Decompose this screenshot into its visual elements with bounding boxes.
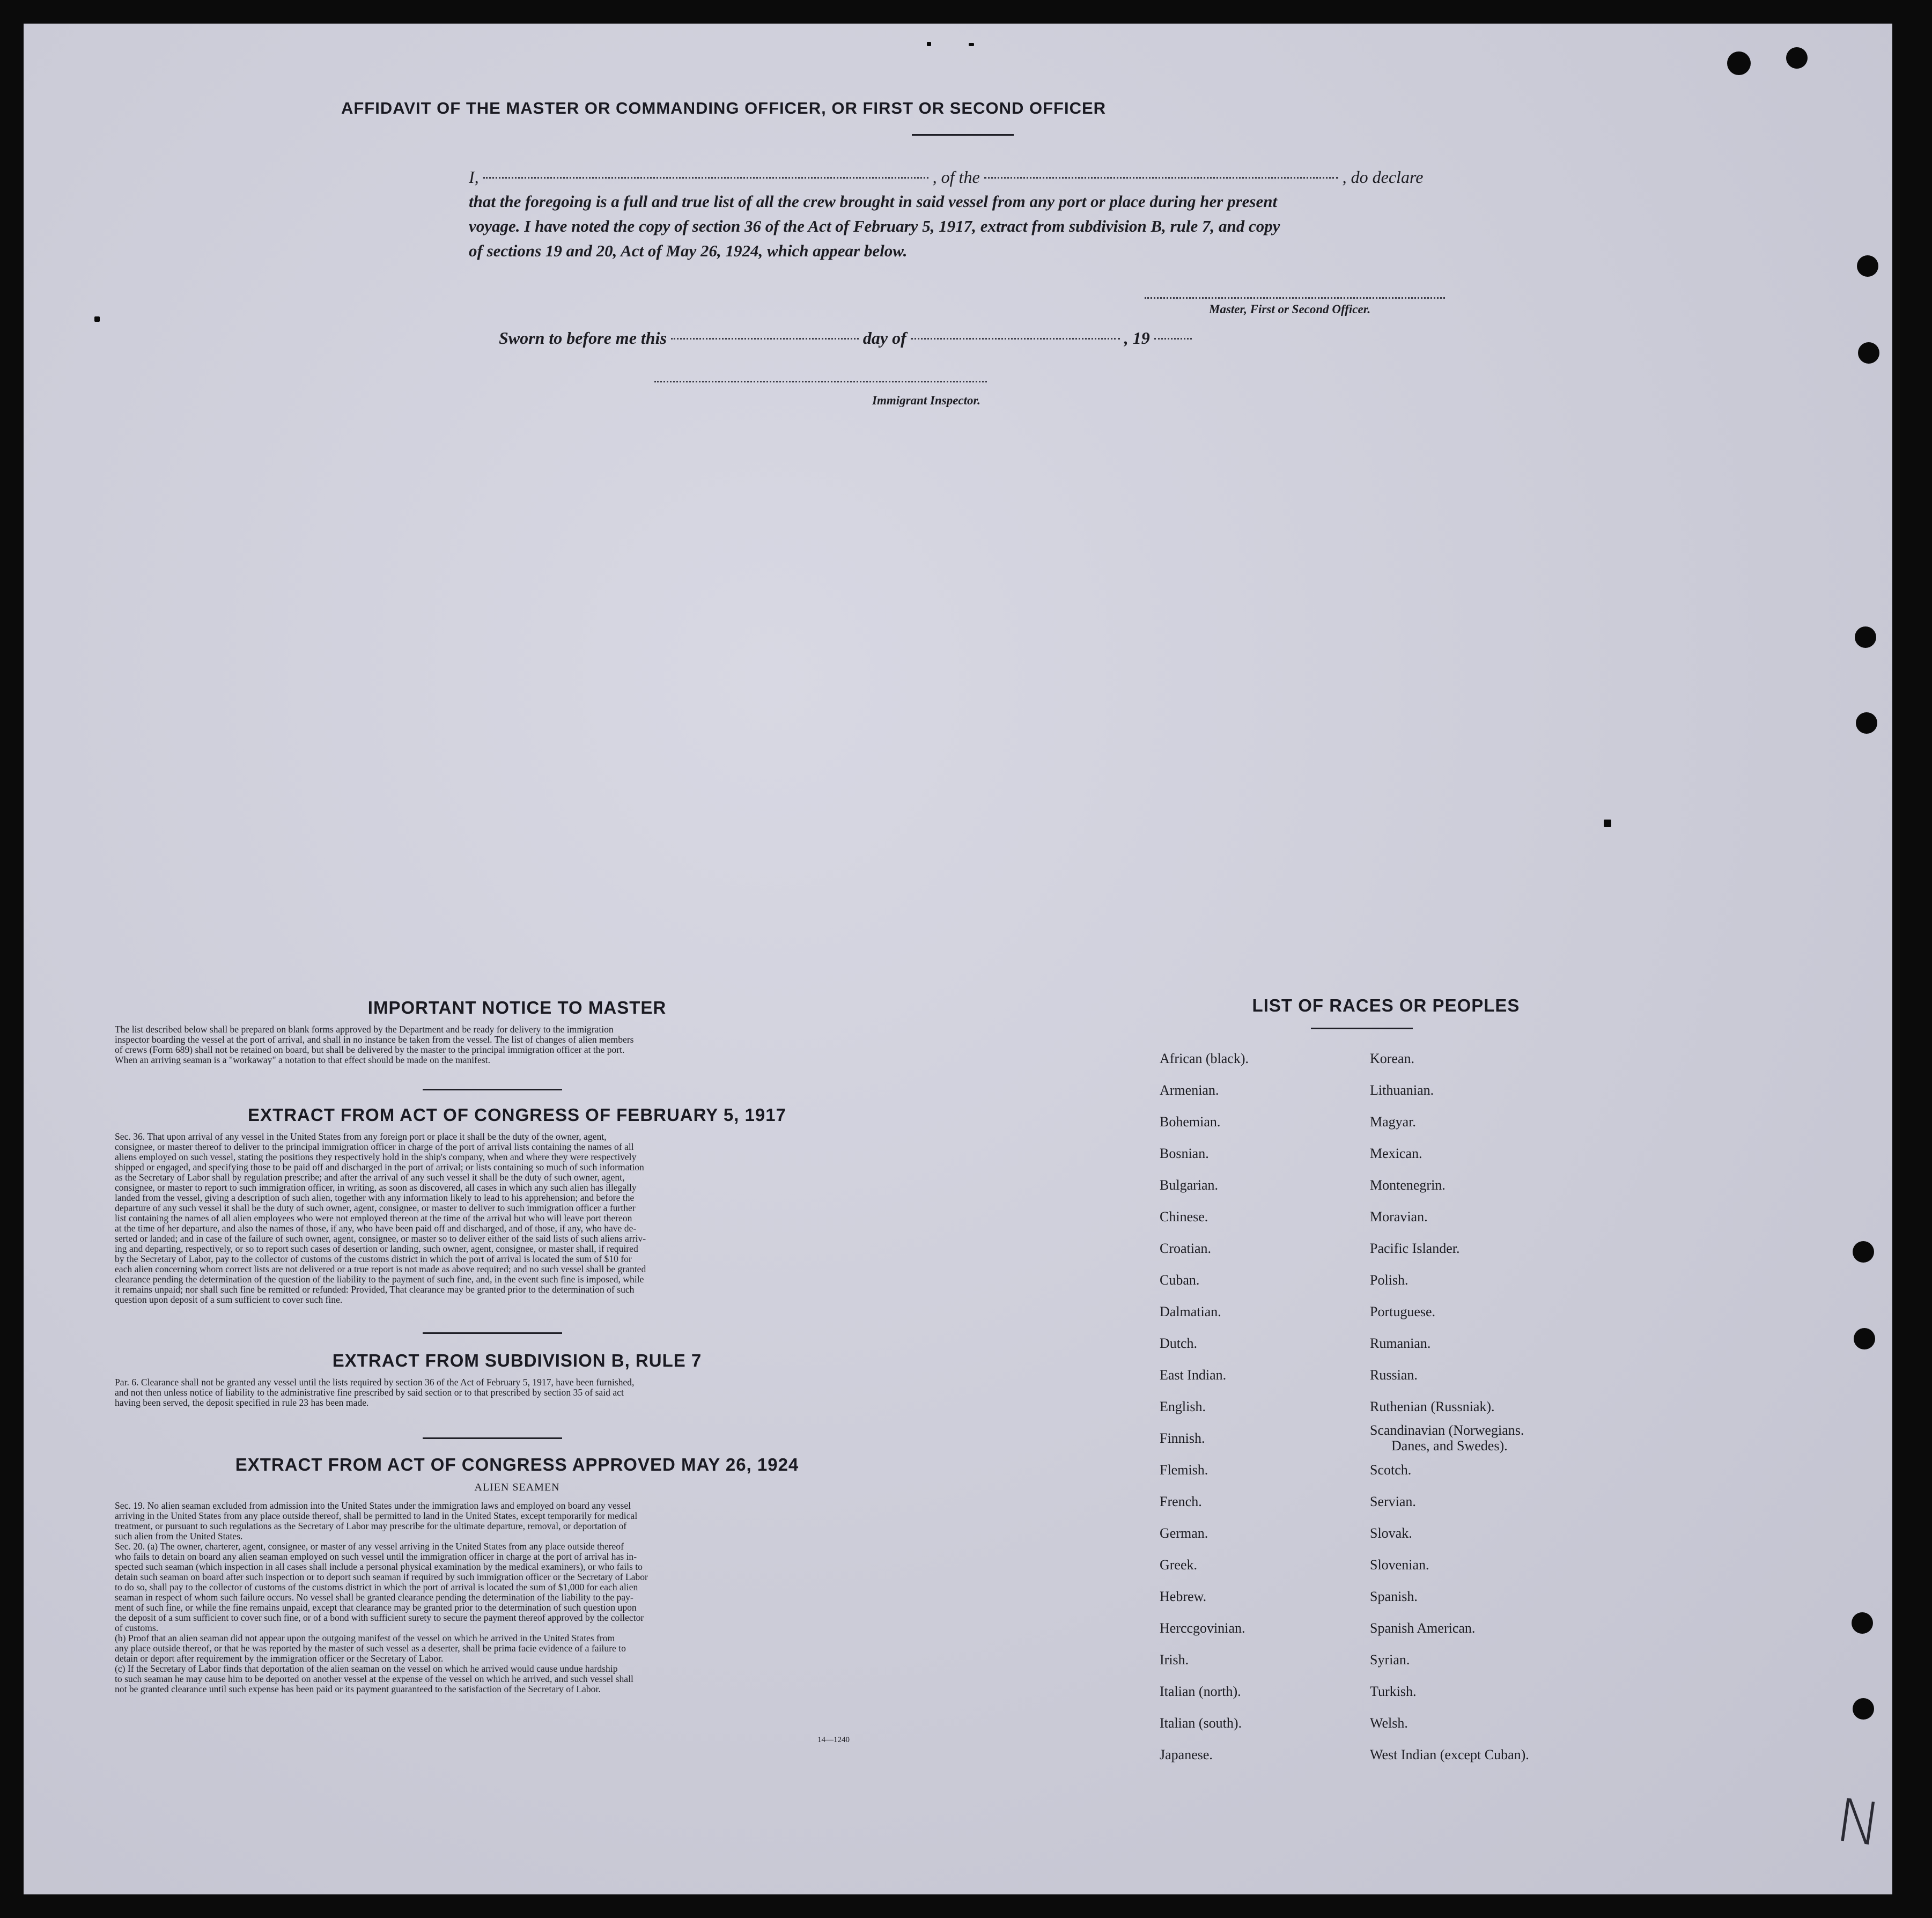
- race-item: West Indian (except Cuban).: [1370, 1747, 1529, 1762]
- extract-1924-title: EXTRACT FROM ACT OF CONGRESS APPROVED MAY 26, 1924: [235, 1455, 799, 1474]
- extract-1924-line: to do so, shall pay to the collector of customs of the customs district in which the port of arrival is located the sum of $1,000 for each alien: [115, 1582, 638, 1592]
- extract-line: Sec. 36. That upon arrival of any vessel in the United States from any foreign port or place it shall be the duty of the owner, agent,: [115, 1131, 607, 1142]
- extract-1924-line: of customs.: [115, 1622, 159, 1633]
- race-item: Cuban.: [1160, 1272, 1200, 1288]
- rule7-line: Par. 6. Clearance shall not be granted any vessel until the lists required by section 36 of the Act of February 5, 1917, have been furnished,: [115, 1377, 635, 1388]
- extract-line: shipped or engaged, and specifying those to be paid off and discharged in the port of arrival; or lists containing so much of such information: [115, 1162, 644, 1172]
- extract-1924-line: detain such seaman on board after such inspection or to deport such seaman if required by such immigration officer or the Secretary of Labor: [115, 1572, 648, 1582]
- extract-line: ing and departing, respectively, or so to report such cases of desertion or landing, such owner, agent, consignee, or master shall, if required: [115, 1243, 638, 1254]
- punch-hole: [1853, 1241, 1874, 1263]
- extract-line: consignee, or master to report to such immigration officer, in writing, as soon as discovered, all cases in which any such alien has illegally: [115, 1182, 637, 1193]
- race-item: Turkish.: [1370, 1684, 1417, 1699]
- extract-line: each alien concerning whom correct lists are not delivered or a true report is not made as above required; and no such vessel shall be granted: [115, 1264, 646, 1274]
- race-item: Rumanian.: [1370, 1336, 1431, 1351]
- extract-1924-line: detain or deport after requirement by the immigration officer or the Secretary of Labor.: [115, 1653, 444, 1664]
- extract-1924-line: such alien from the United States.: [115, 1531, 243, 1541]
- master-signature-line[interactable]: [1145, 297, 1445, 299]
- race-item: Irish.: [1160, 1652, 1189, 1668]
- race-item: Welsh.: [1370, 1715, 1408, 1731]
- notice-line: of crews (Form 689) shall not be retained on board, but shall be delivered by the master to the principal immigration officer at the port.: [115, 1044, 625, 1055]
- extract-1924-line: (b) Proof that an alien seaman did not appear upon the outgoing manifest of the vessel on which he arrived in the United States from: [115, 1633, 615, 1643]
- race-item: African (black).: [1160, 1051, 1249, 1066]
- race-item: German.: [1160, 1525, 1208, 1541]
- race-item: Slovak.: [1370, 1525, 1412, 1541]
- extract-line: clearance pending the determination of the question of the liability to the payment of such fine, and, in the event such fine is imposed, while: [115, 1274, 644, 1285]
- extract-line: departure of any such vessel it shall be the duty of such owner, agent, consignee, or master to deliver to such immigration officer a further: [115, 1203, 636, 1213]
- extract-1917-text: [115, 1132, 919, 1305]
- race-item: Russian.: [1370, 1367, 1418, 1383]
- races-title-rule: [1311, 1028, 1413, 1029]
- day-of-label: day of: [862, 328, 906, 348]
- section-rule: [423, 1437, 562, 1439]
- affidavit-line-4: of sections 19 and 20, Act of May 26, 1924, which appear below.: [469, 241, 908, 260]
- race-item: Moravian.: [1370, 1209, 1428, 1224]
- race-item: Spanish American.: [1370, 1620, 1476, 1636]
- punch-hole: [1853, 1698, 1874, 1720]
- races-left-column: [1160, 1043, 1363, 1771]
- extract-1924-line: Sec. 20. (a) The owner, charterer, agent, consignee, or master of any vessel arriving in the United States from any place outside thereof: [115, 1541, 624, 1552]
- speck: [969, 43, 974, 46]
- race-item: Scotch.: [1370, 1462, 1412, 1478]
- vessel-blank[interactable]: [984, 177, 1338, 179]
- section-rule: [423, 1332, 562, 1334]
- race-item: Korean.: [1370, 1051, 1415, 1066]
- race-item: Portuguese.: [1370, 1304, 1436, 1319]
- extract-line: at the time of her departure, and also the names of those, if any, who have been paid off and discharged, and of those, if any, who have de-: [115, 1223, 637, 1234]
- speck: [927, 42, 931, 46]
- race-item: Polish.: [1370, 1272, 1409, 1288]
- race-item: Ruthenian (Russniak).: [1370, 1399, 1495, 1414]
- extract-line: aliens employed on such vessel, stating the positions they respectively hold in the ship's company, when and where they were respectively: [115, 1152, 637, 1162]
- notice-line: inspector boarding the vessel at the port of arrival, and shall in no instance be taken from the vessel. The list of changes of alien members: [115, 1034, 634, 1045]
- race-item: Scandinavian (Norwegians.: [1370, 1422, 1524, 1438]
- day-blank[interactable]: [671, 338, 859, 340]
- race-item: Dalmatian.: [1160, 1304, 1221, 1319]
- extract-line: landed from the vessel, giving a description of such alien, together with any information likely to lead to his apprehension; and before the: [115, 1192, 635, 1203]
- of-the-label: , of the: [932, 167, 980, 187]
- extract-line: question upon deposit of a sum sufficient to cover such fine.: [115, 1294, 343, 1305]
- extract-1924-line: treatment, or pursuant to such regulations as the Secretary of Labor may prescribe for the ultimate departure, removal, or deportation of: [115, 1521, 627, 1531]
- extract-line: consignee, or master thereof to deliver to the principal immigration officer in charge of the port of arrival lists containing the names of all: [115, 1141, 634, 1152]
- race-item: Chinese.: [1160, 1209, 1208, 1224]
- rule7-line: having been served, the deposit specified in rule 23 has been made.: [115, 1397, 369, 1408]
- race-item: Servian.: [1370, 1494, 1416, 1509]
- punch-hole: [1727, 51, 1751, 75]
- form-number: 14—1240: [817, 1736, 850, 1744]
- race-item-two-line: [1370, 1422, 1627, 1454]
- affidavit-i-label: I,: [469, 167, 479, 187]
- speck: [1604, 820, 1611, 827]
- do-declare-label: , do declare: [1342, 167, 1424, 187]
- extract-1924-line: Sec. 19. No alien seaman excluded from admission into the United States under the immigration laws and employed on board any vessel: [115, 1500, 631, 1511]
- affidavit-declaration-line: [469, 165, 1515, 189]
- punch-hole: [1854, 1328, 1875, 1349]
- extract-1924-line: (c) If the Secretary of Labor finds that deportation of the alien seaman on the vessel on which he arrived would cause undue hardship: [115, 1663, 618, 1674]
- rule7-line: and not then unless notice of liability to the administrative fine prescribed by said section or to that prescribed by section 35 of said act: [115, 1387, 624, 1398]
- extract-rule7-title: EXTRACT FROM SUBDIVISION B, RULE 7: [332, 1351, 702, 1370]
- section-rule: [423, 1089, 562, 1090]
- notice-line: When an arriving seaman is a "workaway" a notation to that effect should be made on the manifest.: [115, 1054, 490, 1065]
- race-item: Magyar.: [1370, 1114, 1416, 1130]
- race-item: Pacific Islander.: [1370, 1241, 1460, 1256]
- race-item: East Indian.: [1160, 1367, 1227, 1383]
- extract-1924-line: not be granted clearance until such expense has been paid or its payment guaranteed to the satisfaction of the Secretary of Labor.: [115, 1684, 601, 1694]
- notice-text: [115, 1024, 919, 1065]
- race-item: Syrian.: [1370, 1652, 1410, 1668]
- year-blank[interactable]: [1154, 338, 1192, 340]
- race-item: Bulgarian.: [1160, 1177, 1219, 1193]
- sworn-line: [499, 326, 1545, 350]
- race-item: Herccgovinian.: [1160, 1620, 1245, 1636]
- extract-1924-line: to such seaman he may cause him to be deported on another vessel at the expense of the vessel on which he arrived, and such vessel shall: [115, 1673, 633, 1684]
- race-item: Flemish.: [1160, 1462, 1208, 1478]
- notice-title: IMPORTANT NOTICE TO MASTER: [367, 998, 667, 1017]
- race-item: French.: [1160, 1494, 1202, 1509]
- sworn-label: Sworn to before me this: [499, 328, 667, 348]
- race-item: Finnish.: [1160, 1430, 1205, 1446]
- pencil-mark: N: [1832, 1785, 1885, 1860]
- month-blank[interactable]: [911, 338, 1120, 340]
- punch-hole: [1857, 255, 1878, 277]
- race-item-continuation: Danes, and Swedes).: [1391, 1438, 1508, 1454]
- extract-1924-line: any place outside thereof, or that he was reported by the master of such vessel as a deserter, shall be prima facie evidence of a failure to: [115, 1643, 626, 1654]
- race-item: Italian (north).: [1160, 1684, 1241, 1699]
- affidavit-title: AFFIDAVIT OF THE MASTER OR COMMANDING OFFICER, OR FIRST OR SECOND OFFICER: [341, 99, 1107, 117]
- race-item: Mexican.: [1370, 1146, 1422, 1161]
- race-item: Italian (south).: [1160, 1715, 1242, 1731]
- extract-1924-line: seaman in respect of whom such failure occurs. No vessel shall be granted clearance pending the determination of the liability to the pay-: [115, 1592, 633, 1603]
- punch-hole: [1856, 712, 1877, 734]
- races-right-column: [1370, 1043, 1627, 1771]
- extract-1924-line: ment of such fine, or while the fine remains unpaid, except that clearance may be granted prior to the determination of such question upon: [115, 1602, 637, 1613]
- extract-1924-text: [115, 1501, 919, 1694]
- inspector-signature-line[interactable]: [654, 381, 987, 382]
- alien-seamen-subtitle: ALIEN SEAMEN: [474, 1481, 560, 1493]
- affidavit-title-rule: [912, 134, 1014, 136]
- race-item: Lithuanian.: [1370, 1082, 1434, 1098]
- manifest-sheet: [24, 24, 1892, 1894]
- extract-line: serted or landed; and in case of the failure of such owner, agent, consignee, or master so to deliver either of the said lists of such aliens arriv-: [115, 1233, 646, 1244]
- race-item: Spanish.: [1370, 1589, 1418, 1604]
- race-item: Japanese.: [1160, 1747, 1213, 1762]
- race-item: Montenegrin.: [1370, 1177, 1446, 1193]
- race-item: Armenian.: [1160, 1082, 1219, 1098]
- extract-1917-title: EXTRACT FROM ACT OF CONGRESS OF FEBRUARY 5, 1917: [248, 1105, 786, 1125]
- extract-1924-line: the deposit of a sum sufficient to cover such fine, or of a bond with sufficient surety to secure the payment thereof approved by the collector: [115, 1612, 644, 1623]
- master-caption: Master, First or Second Officer.: [1209, 303, 1371, 316]
- races-title: LIST OF RACES OR PEOPLES: [1252, 995, 1520, 1015]
- extract-1924-line: who fails to detain on board any alien seaman employed on such vessel until the immigration officer in charge at the port of arrival has in-: [115, 1551, 637, 1562]
- extract-1924-line: arriving in the United States from any place outside thereof, shall be permitted to land in the United States, except temporarily for medical: [115, 1510, 638, 1521]
- extract-line: it remains unpaid; nor shall such fine be remitted or refunded: Provided, That clearance may be granted prior to the determination of such: [115, 1284, 635, 1295]
- notice-line: The list described below shall be prepared on blank forms approved by the Department and be ready for delivery to the immigration: [115, 1024, 614, 1035]
- race-item: Dutch.: [1160, 1336, 1198, 1351]
- race-item: Bohemian.: [1160, 1114, 1221, 1130]
- race-item: Hebrew.: [1160, 1589, 1207, 1604]
- extract-line: by the Secretary of Labor, pay to the collector of customs of the customs district in which the port of arrival is located the sum of $10 for: [115, 1253, 632, 1264]
- race-item: Greek.: [1160, 1557, 1198, 1573]
- affidavit-line-3: voyage. I have noted the copy of section 36 of the Act of February 5, 1917, extract from subdivision B, rule 7, and copy: [469, 217, 1280, 235]
- race-item: English.: [1160, 1399, 1206, 1414]
- speck: [94, 316, 100, 322]
- extract-line: as the Secretary of Labor shall by regulation prescribe; and after the arrival of any such vessel it shall be the duty of such owner, agent,: [115, 1172, 625, 1183]
- punch-hole: [1858, 342, 1879, 364]
- race-item: Slovenian.: [1370, 1557, 1429, 1573]
- punch-hole: [1852, 1612, 1873, 1634]
- name-blank[interactable]: [483, 177, 928, 179]
- punch-hole: [1855, 626, 1876, 648]
- inspector-caption: Immigrant Inspector.: [872, 394, 980, 407]
- extract-1924-line: spected such seaman (which inspection in all cases shall include a personal physical examination by the medical examiners), or who fails to: [115, 1561, 643, 1572]
- punch-hole: [1786, 47, 1808, 69]
- affidavit-line-2: that the foregoing is a full and true list of all the crew brought in said vessel from any port or place during her present: [469, 192, 1278, 211]
- extract-rule7-text: [115, 1377, 919, 1408]
- year-label: , 19: [1124, 328, 1150, 348]
- extract-line: list containing the names of all alien employees who were not employed thereon at the time of the arrival but who will leave port thereon: [115, 1213, 632, 1223]
- race-item: Bosnian.: [1160, 1146, 1209, 1161]
- race-item: Croatian.: [1160, 1241, 1212, 1256]
